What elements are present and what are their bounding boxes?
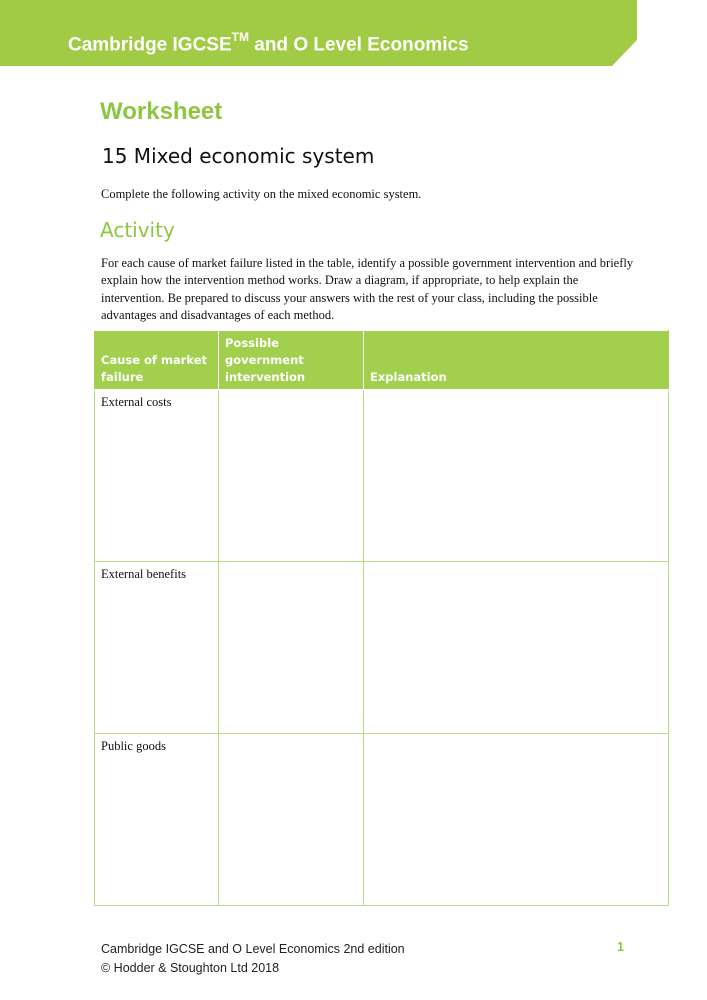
column-header-cause: Cause of market failure [95, 331, 219, 390]
table-row [95, 562, 669, 734]
intro-text: Complete the following activity on the mixed economic system. [101, 187, 422, 201]
table-row [95, 390, 669, 562]
activity-heading: Activity [100, 218, 175, 242]
worksheet-heading: Worksheet [100, 98, 223, 125]
footer [101, 940, 405, 978]
table-row [95, 734, 669, 906]
page-number: 1 [617, 940, 624, 954]
trademark-mark: TM [231, 30, 249, 44]
explanation-cell[interactable] [364, 734, 669, 906]
footer-copyright: © Hodder & Stoughton Ltd 2018 [101, 961, 280, 975]
column-header-explanation: Explanation [364, 331, 669, 390]
column-header-intervention: Possible government intervention [219, 331, 364, 390]
worksheet-subtitle: 15 Mixed economic system [102, 144, 375, 168]
header-banner [0, 0, 637, 66]
footer-edition: Cambridge IGCSE and O Level Economics 2nd edition [101, 942, 405, 956]
cause-cell: Public goods [95, 734, 219, 906]
header-title [68, 27, 469, 57]
table-header-row [95, 331, 669, 390]
intervention-cell[interactable] [219, 562, 364, 734]
activity-table [94, 330, 669, 906]
cause-cell: External benefits [95, 562, 219, 734]
explanation-cell[interactable] [364, 390, 669, 562]
header-title-text: Cambridge IGCSE [68, 34, 232, 56]
intervention-cell[interactable] [219, 734, 364, 906]
header-title-suffix: and O Level Economics [248, 34, 469, 56]
intervention-cell[interactable] [219, 390, 364, 562]
activity-instructions: For each cause of market failure listed in the table, identify a possible government intervention and briefly explain how the intervention method works. Draw a diagram, if appropriate, to help explain the intervention. Be prepared to discuss your answers with the rest of your class, including the possible advantages and disadvantages of each method. [101, 256, 634, 323]
cause-cell: External costs [95, 390, 219, 562]
explanation-cell[interactable] [364, 562, 669, 734]
